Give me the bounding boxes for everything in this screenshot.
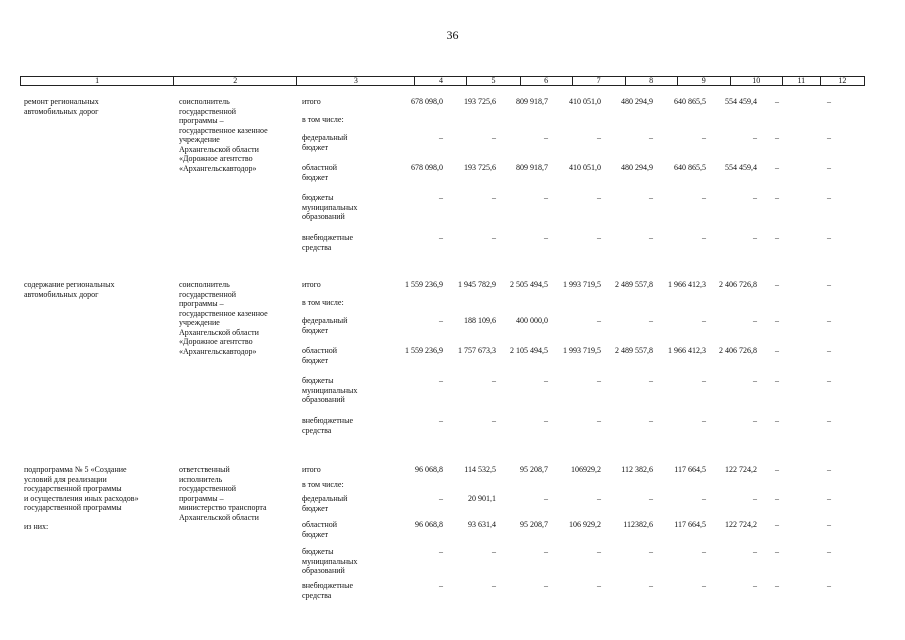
table-cell: – <box>597 316 601 325</box>
column-number: 12 <box>820 77 864 86</box>
table-cell: – <box>649 416 653 425</box>
executor-line: программы – <box>179 299 224 308</box>
executor-line: «Архангельскавтодор» <box>179 163 257 173</box>
table-cell: – <box>827 97 831 106</box>
executor-line: государственное казенное <box>179 125 268 135</box>
executor-line: «Дорожное агентство <box>179 154 253 163</box>
table-cell: – <box>492 376 496 385</box>
funding-source-label: областной <box>302 520 338 529</box>
table-cell: – <box>827 133 831 142</box>
table-cell: – <box>702 547 706 556</box>
table-cell: – <box>753 376 757 385</box>
table-cell: 410 051,0 <box>569 163 601 172</box>
funding-source-label: внебюджетные <box>302 581 353 590</box>
table-cell: – <box>439 316 443 325</box>
funding-source-label: внебюджетные <box>302 416 353 425</box>
table-cell: 1 945 782,9 <box>458 280 496 289</box>
table-cell: – <box>753 193 757 202</box>
table-cell: – <box>775 547 779 556</box>
table-cell: 480 294,9 <box>621 163 653 172</box>
funding-source-label: бюджеты <box>302 193 334 202</box>
funding-source-label: бюджет <box>302 529 329 539</box>
table-cell: – <box>544 133 548 142</box>
table-cell: 1 757 673,3 <box>458 346 496 355</box>
funding-source-label: образований <box>302 395 345 404</box>
table-cell: – <box>775 133 779 142</box>
funding-source-label: средства <box>302 590 332 600</box>
table-cell: – <box>827 233 831 242</box>
funding-source-label: образований <box>302 212 345 221</box>
column-number: 3 <box>297 77 415 86</box>
table-cell: – <box>753 133 757 142</box>
table-cell: 1 966 412,3 <box>668 346 706 355</box>
table-cell: 2 489 557,8 <box>615 280 653 289</box>
table-cell: 480 294,9 <box>621 97 653 106</box>
executor-line: учреждение <box>179 318 220 327</box>
funding-source-label: бюджет <box>302 142 329 152</box>
table-cell: – <box>649 316 653 325</box>
table-cell: 2 105 494,5 <box>510 346 548 355</box>
funding-source-label: областной <box>302 346 338 355</box>
funding-source-label: итого <box>302 97 321 106</box>
table-cell: 96 068,8 <box>415 520 443 529</box>
table-cell: – <box>775 280 779 289</box>
table-cell: – <box>753 416 757 425</box>
table-cell: 106 929,2 <box>569 520 601 529</box>
table-cell: 193 725,6 <box>464 163 496 172</box>
executor-line: соисполнитель <box>179 280 230 289</box>
table-cell: 95 208,7 <box>520 465 548 474</box>
executor-line: «Дорожное агентство <box>179 337 253 346</box>
table-cell: 93 631,4 <box>468 520 496 529</box>
program-title-line: автомобильных дорог <box>24 106 99 116</box>
column-header-table <box>20 76 865 86</box>
funding-source-label: внебюджетные <box>302 233 353 242</box>
funding-source-label: в том числе: <box>302 298 344 307</box>
table-cell: – <box>492 547 496 556</box>
program-title-line: условий для реализации <box>24 474 107 484</box>
funding-source-label: средства <box>302 242 332 252</box>
funding-source-label: бюджет <box>302 355 329 365</box>
table-cell: – <box>775 376 779 385</box>
table-cell: 117 664,5 <box>674 520 706 529</box>
table-cell: – <box>492 193 496 202</box>
table-cell: – <box>753 494 757 503</box>
funding-source-label: федеральный <box>302 494 348 503</box>
funding-source-label: бюджеты <box>302 547 334 556</box>
table-cell: – <box>775 233 779 242</box>
table-cell: 95 208,7 <box>520 520 548 529</box>
table-cell: – <box>827 280 831 289</box>
table-cell: – <box>544 193 548 202</box>
executor-line: Архангельской области <box>179 144 259 154</box>
table-cell: – <box>775 494 779 503</box>
table-cell: – <box>775 465 779 474</box>
table-cell: 2 489 557,8 <box>615 346 653 355</box>
executor-line: государственной <box>179 289 237 299</box>
funding-source-label: итого <box>302 280 321 289</box>
table-cell: – <box>827 416 831 425</box>
table-cell: – <box>597 233 601 242</box>
column-number: 11 <box>782 77 820 86</box>
table-cell: – <box>702 193 706 202</box>
table-cell: – <box>544 581 548 590</box>
column-number: 8 <box>625 77 677 86</box>
table-cell: 2 406 726,8 <box>719 280 757 289</box>
table-cell: 400 000,0 <box>516 316 548 325</box>
executor-line: соисполнитель <box>179 97 230 106</box>
funding-source-label: муниципальных <box>302 202 358 212</box>
executor-line: программы – <box>179 116 224 125</box>
table-cell: – <box>597 494 601 503</box>
page-number: 36 <box>446 28 459 42</box>
table-cell: – <box>439 494 443 503</box>
table-cell: 112 382,6 <box>621 465 653 474</box>
table-cell: 640 865,5 <box>674 163 706 172</box>
table-cell: 809 918,7 <box>516 97 548 106</box>
table-cell: – <box>702 581 706 590</box>
table-cell: 678 098,0 <box>411 97 443 106</box>
table-cell: 2 406 726,8 <box>719 346 757 355</box>
table-cell: – <box>775 520 779 529</box>
table-cell: – <box>492 581 496 590</box>
program-title-line: и осуществления иных расходов» <box>24 493 139 503</box>
column-number: 10 <box>730 77 782 86</box>
column-number: 9 <box>677 77 730 86</box>
funding-source-label: образований <box>302 566 345 575</box>
table-cell: – <box>775 163 779 172</box>
table-cell: – <box>597 193 601 202</box>
table-cell: – <box>827 193 831 202</box>
table-cell: 640 865,5 <box>674 97 706 106</box>
table-cell: – <box>439 233 443 242</box>
executor-line: Архангельской области <box>179 512 259 522</box>
table-cell: – <box>544 416 548 425</box>
table-cell: – <box>702 316 706 325</box>
table-cell: – <box>649 193 653 202</box>
table-cell: – <box>827 581 831 590</box>
program-title-line: подпрограмма № 5 «Создание <box>24 465 127 474</box>
table-cell: – <box>827 547 831 556</box>
table-cell: – <box>775 581 779 590</box>
funding-source-label: федеральный <box>302 133 348 142</box>
table-cell: – <box>702 233 706 242</box>
table-cell: – <box>827 346 831 355</box>
table-cell: – <box>649 494 653 503</box>
table-cell: – <box>544 376 548 385</box>
table-cell: – <box>775 416 779 425</box>
column-number: 4 <box>415 77 467 86</box>
table-cell: – <box>597 547 601 556</box>
column-number: 6 <box>520 77 572 86</box>
table-cell: – <box>775 346 779 355</box>
table-cell: – <box>492 133 496 142</box>
funding-source-label: средства <box>302 425 332 435</box>
executor-line: государственной <box>179 484 237 493</box>
table-cell: 554 459,4 <box>725 163 757 172</box>
executor-line: ответственный <box>179 465 230 474</box>
table-cell: – <box>439 376 443 385</box>
table-cell: – <box>827 163 831 172</box>
table-cell: 193 725,6 <box>464 97 496 106</box>
table-cell: – <box>702 494 706 503</box>
table-cell: – <box>827 465 831 474</box>
table-cell: – <box>649 547 653 556</box>
table-cell: – <box>649 376 653 385</box>
table-cell: – <box>597 376 601 385</box>
column-number: 7 <box>572 77 625 86</box>
funding-source-label: бюджет <box>302 172 329 182</box>
table-cell: – <box>775 316 779 325</box>
funding-source-label: муниципальных <box>302 556 358 566</box>
table-cell: – <box>649 581 653 590</box>
executor-line: «Архангельскавтодор» <box>179 346 257 356</box>
table-cell: 554 459,4 <box>725 97 757 106</box>
table-cell: – <box>827 316 831 325</box>
table-cell: – <box>753 316 757 325</box>
table-cell: – <box>439 133 443 142</box>
funding-source-label: в том числе: <box>302 480 344 489</box>
table-cell: – <box>649 133 653 142</box>
table-cell: 1 966 412,3 <box>668 280 706 289</box>
table-cell: 122 724,2 <box>725 520 757 529</box>
program-title-line: из них: <box>24 522 49 531</box>
table-cell: – <box>544 233 548 242</box>
funding-source-label: в том числе: <box>302 115 344 124</box>
table-cell: 188 109,6 <box>464 316 496 325</box>
table-cell: – <box>702 133 706 142</box>
table-cell: 1 993 719,5 <box>563 346 601 355</box>
table-cell: – <box>775 193 779 202</box>
program-title-line: государственной программы <box>24 484 122 493</box>
table-cell: – <box>597 133 601 142</box>
table-cell: 1 559 236,9 <box>405 280 443 289</box>
table-cell: 114 532,5 <box>464 465 496 474</box>
program-title-line: содержание региональных <box>24 280 115 289</box>
table-cell: – <box>492 416 496 425</box>
table-cell: – <box>439 547 443 556</box>
table-cell: 2 505 494,5 <box>510 280 548 289</box>
table-cell: – <box>702 416 706 425</box>
table-cell: – <box>702 376 706 385</box>
funding-source-label: областной <box>302 163 338 172</box>
program-title-line: автомобильных дорог <box>24 289 99 299</box>
funding-source-label: бюджеты <box>302 376 334 385</box>
program-title-line: государственной программы <box>24 503 122 512</box>
table-cell: – <box>753 233 757 242</box>
column-number: 1 <box>21 77 174 86</box>
executor-line: Архангельской области <box>179 327 259 337</box>
table-cell: – <box>597 581 601 590</box>
table-cell: – <box>544 494 548 503</box>
table-cell: – <box>827 376 831 385</box>
funding-source-label: бюджет <box>302 503 329 513</box>
table-cell: 117 664,5 <box>674 465 706 474</box>
table-cell: 112382,6 <box>623 520 653 529</box>
table-cell: – <box>775 97 779 106</box>
funding-source-label: итого <box>302 465 321 474</box>
table-cell: 1 993 719,5 <box>563 280 601 289</box>
executor-line: министерство транспорта <box>179 503 267 512</box>
table-cell: 1 559 236,9 <box>405 346 443 355</box>
table-cell: – <box>649 233 653 242</box>
table-cell: – <box>492 233 496 242</box>
table-cell: – <box>597 416 601 425</box>
table-cell: – <box>439 193 443 202</box>
table-cell: 20 901,1 <box>468 494 496 503</box>
table-cell: 122 724,2 <box>725 465 757 474</box>
funding-source-label: муниципальных <box>302 385 358 395</box>
table-cell: 410 051,0 <box>569 97 601 106</box>
executor-line: государственной <box>179 106 237 116</box>
table-cell: – <box>827 520 831 529</box>
table-cell: – <box>439 416 443 425</box>
table-cell: 106929,2 <box>571 465 601 474</box>
table-cell: 678 098,0 <box>411 163 443 172</box>
executor-line: программы – <box>179 493 224 503</box>
table-cell: – <box>827 494 831 503</box>
executor-line: исполнитель <box>179 474 223 484</box>
table-cell: – <box>753 547 757 556</box>
executor-line: учреждение <box>179 135 220 144</box>
table-cell: – <box>439 581 443 590</box>
funding-source-label: бюджет <box>302 325 329 335</box>
program-title-line: ремонт региональных <box>24 97 99 106</box>
column-number: 2 <box>174 77 297 86</box>
funding-source-label: федеральный <box>302 316 348 325</box>
executor-line: государственное казенное <box>179 308 268 318</box>
table-cell: 809 918,7 <box>516 163 548 172</box>
table-cell: – <box>544 547 548 556</box>
table-cell: 96 068,8 <box>415 465 443 474</box>
column-number: 5 <box>467 77 520 86</box>
table-cell: – <box>753 581 757 590</box>
